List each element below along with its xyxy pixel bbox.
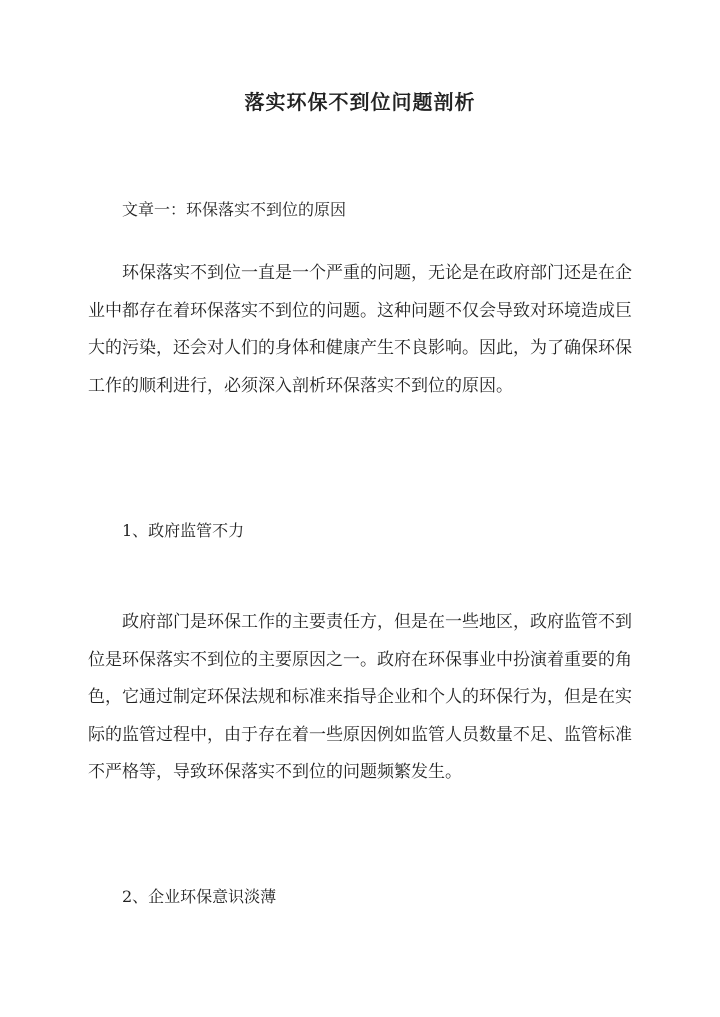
paragraph-line: 色，它通过制定环保法规和标准来指导企业和个人的环保行为，但是在实 xyxy=(88,687,632,707)
article-heading: 文章一：环保落实不到位的原因 xyxy=(122,200,347,219)
section-heading-2: 2、企业环保意识淡薄 xyxy=(122,887,277,906)
paragraph-line: 不严格等，导致环保落实不到位的问题频繁发生。 xyxy=(88,762,462,782)
paragraph-line: 环保落实不到位一直是一个严重的问题，无论是在政府部门还是在企 xyxy=(122,263,632,283)
paragraph-line: 工作的顺利进行，必须深入剖析环保落实不到位的原因。 xyxy=(88,376,513,396)
paragraph-line: 政府部门是环保工作的主要责任方，但是在一些地区，政府监管不到 xyxy=(122,612,632,632)
paragraph-line: 大的污染，还会对人们的身体和健康产生不良影响。因此，为了确保环保 xyxy=(88,338,632,358)
paragraph-line: 业中都存在着环保落实不到位的问题。这种问题不仅会导致对环境造成巨 xyxy=(88,301,632,321)
document-title: 落实环保不到位问题剖析 xyxy=(244,90,476,114)
paragraph-line: 位是环保落实不到位的主要原因之一。政府在环保事业中扮演着重要的角 xyxy=(88,650,632,670)
section-heading-1: 1、政府监管不力 xyxy=(122,521,245,540)
paragraph-line: 际的监管过程中，由于存在着一些原因例如监管人员数量不足、监管标准 xyxy=(88,725,632,745)
